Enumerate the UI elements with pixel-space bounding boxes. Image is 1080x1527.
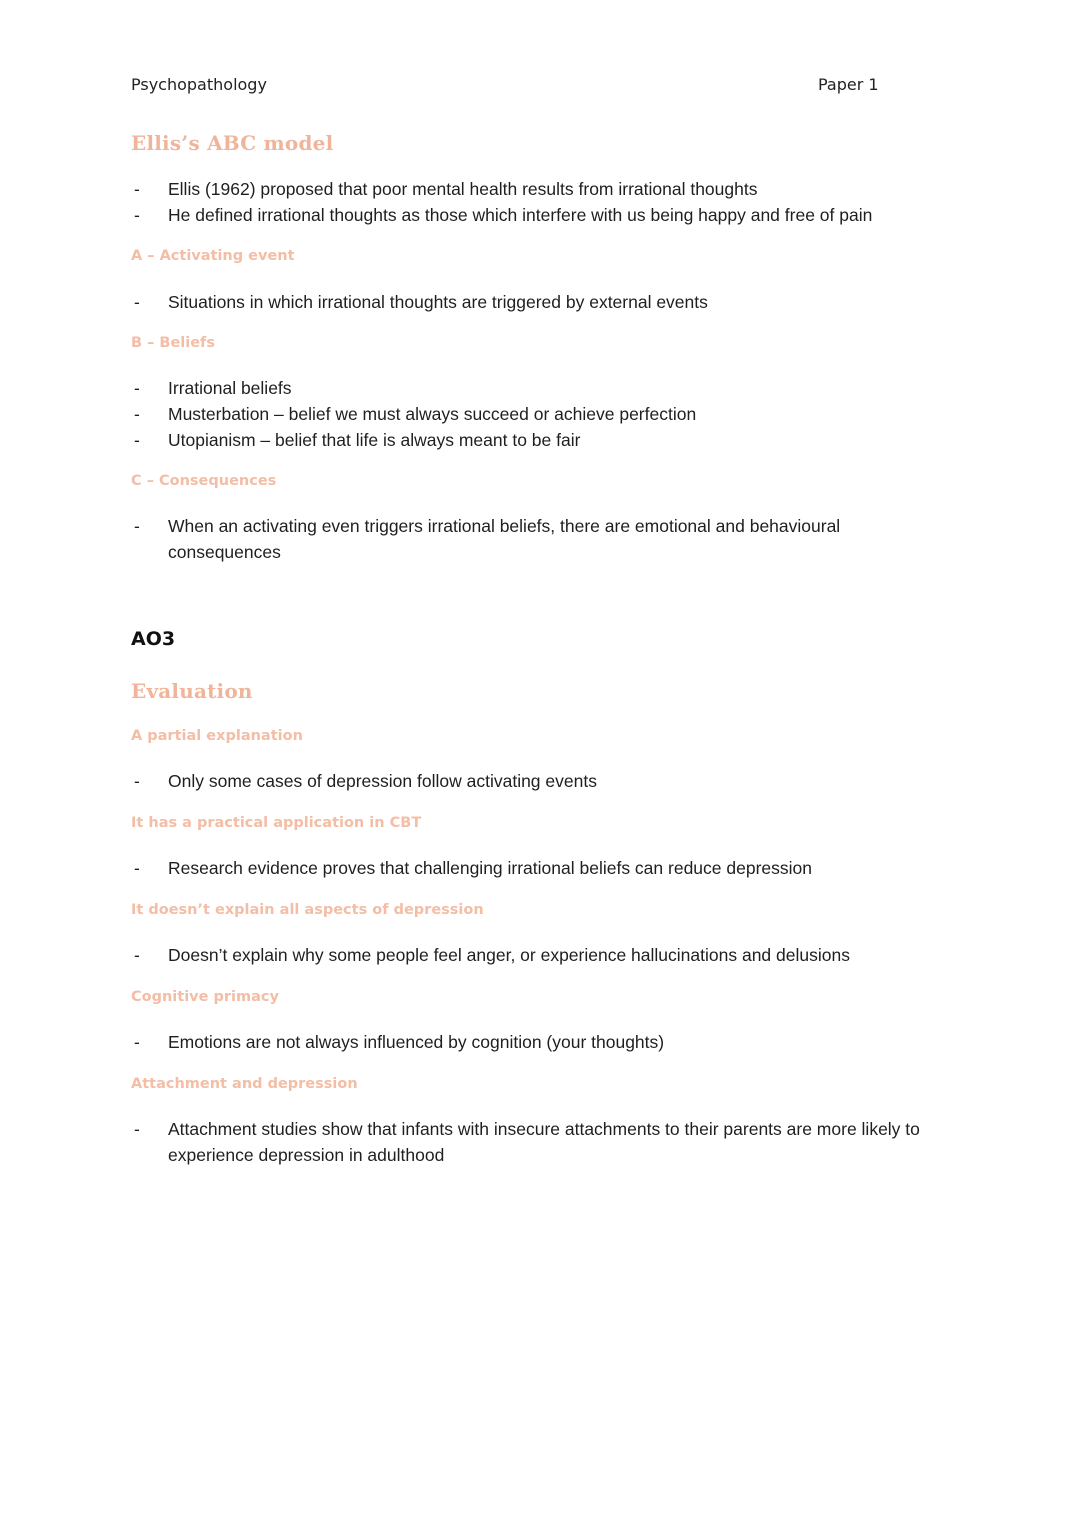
bullet-dash: -: [134, 1119, 140, 1139]
list-item-text: Situations in which irrational thoughts are triggered by external events: [168, 292, 708, 312]
list-item: [131, 942, 931, 968]
bullet-dash: -: [134, 292, 140, 312]
subheading-beliefs: B – Beliefs: [131, 335, 215, 351]
subheading-activating-event: A – Activating event: [131, 248, 295, 264]
list-item-text: Only some cases of depression follow activating events: [168, 771, 597, 791]
bullet-dash: -: [134, 858, 140, 878]
bullet-dash: -: [134, 1032, 140, 1052]
ao3-label: AO3: [131, 628, 176, 650]
list-item: [131, 375, 931, 401]
list-item: [131, 1029, 931, 1055]
list-item-text: Attachment studies show that infants with insecure attachments to their parents are more likely to experience depression in adulthood: [168, 1119, 920, 1165]
list-item: [131, 513, 931, 565]
list-item-text: Emotions are not always influenced by cognition (your thoughts): [168, 1032, 665, 1052]
list-item-text: Irrational beliefs: [168, 378, 292, 398]
subheading-cognitive-primacy: Cognitive primacy: [131, 989, 279, 1005]
list-item-text: He defined irrational thoughts as those which interfere with us being happy and free of pain: [168, 205, 873, 225]
list-item-text: Ellis (1962) proposed that poor mental health results from irrational thoughts: [168, 179, 758, 199]
subheading-not-all-aspects: It doesn’t explain all aspects of depression: [131, 902, 484, 918]
list-item: [131, 202, 931, 228]
bullet-dash: -: [134, 516, 140, 536]
list-item: [131, 855, 931, 881]
header-subject: Psychopathology: [131, 75, 267, 94]
bullet-dash: -: [134, 378, 140, 398]
section-title-abc-model: Ellis’s ABC model: [131, 131, 334, 155]
list-item-text: Doesn’t explain why some people feel anger, or experience hallucinations and delusions: [168, 945, 850, 965]
list-item: [131, 427, 931, 453]
list-item-text: Research evidence proves that challenging irrational beliefs can reduce depression: [168, 858, 812, 878]
bullet-dash: -: [134, 179, 140, 199]
subheading-practical-application: It has a practical application in CBT: [131, 815, 422, 831]
section-title-evaluation: Evaluation: [131, 679, 253, 703]
list-item-text: When an activating even triggers irrational beliefs, there are emotional and behavioural consequences: [168, 516, 841, 562]
subheading-attachment-depression: Attachment and depression: [131, 1076, 358, 1092]
list-item: [131, 1116, 931, 1168]
list-item: [131, 289, 931, 315]
list-item: [131, 768, 931, 794]
bullet-dash: -: [134, 771, 140, 791]
list-item-text: Musterbation – belief we must always succeed or achieve perfection: [168, 404, 697, 424]
header-paper: Paper 1: [818, 75, 879, 94]
list-item: [131, 176, 931, 202]
list-item: [131, 401, 931, 427]
subheading-consequences: C – Consequences: [131, 473, 277, 489]
bullet-dash: -: [134, 430, 140, 450]
bullet-dash: -: [134, 945, 140, 965]
subheading-partial-explanation: A partial explanation: [131, 728, 303, 744]
list-item-text: Utopianism – belief that life is always meant to be fair: [168, 430, 581, 450]
bullet-dash: -: [134, 404, 140, 424]
bullet-dash: -: [134, 205, 140, 225]
